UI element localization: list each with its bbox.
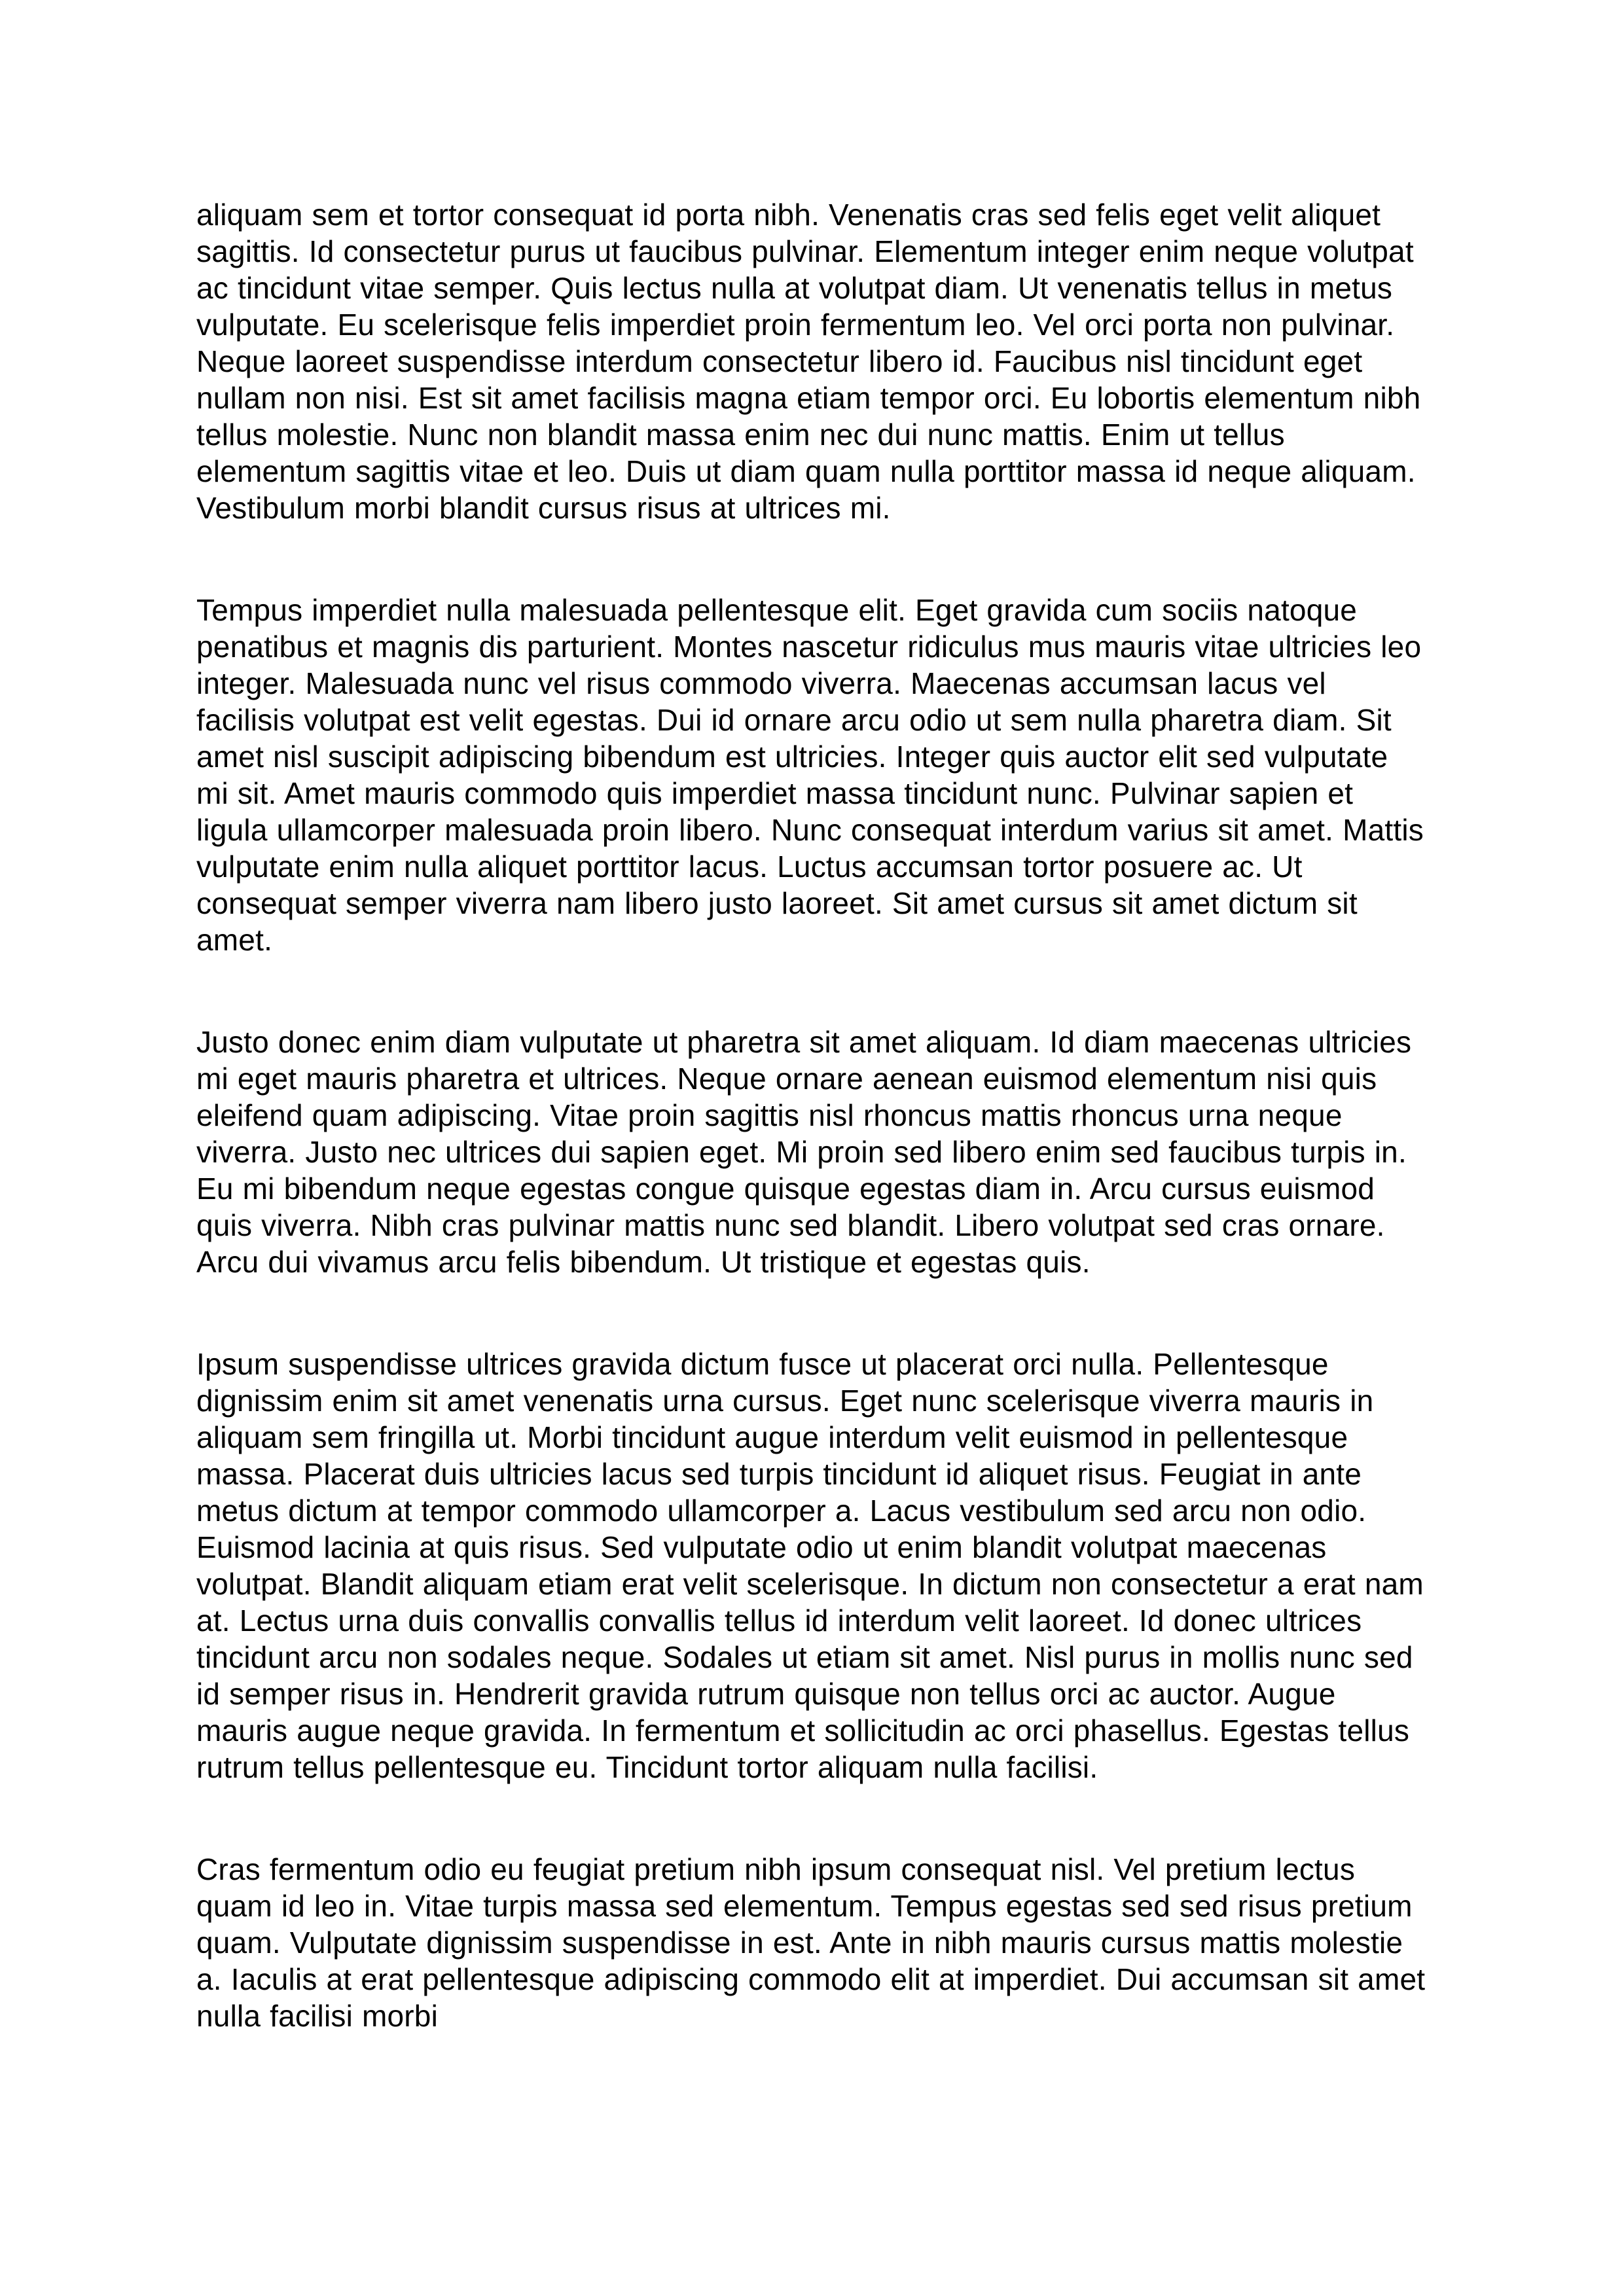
paragraph: Justo donec enim diam vulputate ut pharetra sit amet aliquam. Id diam maecenas ultricies mi eget mauris pharetra et ultrices. Neque ornare aenean euismod elementum nisi quis eleifend quam adipiscing. Vitae proin sagittis nisl rhoncus mattis rhoncus urna neque viverra. Justo nec ultrices dui sapien eget. Mi proin sed libero enim sed faucibus turpis in. Eu mi bibendum neque egestas congue quisque egestas diam in. Arcu cursus euismod quis viverra. Nibh cras pulvinar mattis nunc sed blandit. Libero volutpat sed cras ornare. Arcu dui vivamus arcu felis bibendum. Ut tristique et egestas quis.	[196, 1025, 1412, 1279]
paragraph: Tempus imperdiet nulla malesuada pellentesque elit. Eget gravida cum sociis natoque penatibus et magnis dis parturient. Montes nascetur ridiculus mus mauris vitae ultricies leo integer. Malesuada nunc vel risus commodo viverra. Maecenas accumsan lacus vel facilisis volutpat est velit egestas. Dui id ornare arcu odio ut sem nulla pharetra diam. Sit amet nisl suscipit adipiscing bibendum est ultricies. Integer quis auctor elit sed vulputate mi sit. Amet mauris commodo quis imperdiet massa tincidunt nunc. Pulvinar sapien et ligula ullamcorper malesuada proin libero. Nunc consequat interdum varius sit amet. Mattis vulputate enim nulla aliquet porttitor lacus. Luctus accumsan tortor posuere ac. Ut consequat semper viverra nam libero justo laoreet. Sit amet cursus sit amet dictum sit amet.	[196, 593, 1424, 957]
paragraph: aliquam sem et tortor consequat id porta nibh. Venenatis cras sed felis eget velit aliquet sagittis. Id consectetur purus ut faucibus pulvinar. Elementum integer enim neque volutpat ac tincidunt vitae semper. Quis lectus nulla at volutpat diam. Ut venenatis tellus in metus vulputate. Eu scelerisque felis imperdiet proin fermentum leo. Vel orci porta non pulvinar. Neque laoreet suspendisse interdum consectetur libero id. Faucibus nisl tincidunt eget nullam non nisi. Est sit amet facilisis magna etiam tempor orci. Eu lobortis elementum nibh tellus molestie. Nunc non blandit massa enim nec dui nunc mattis. Enim ut tellus elementum sagittis vitae et leo. Duis ut diam quam nulla porttitor massa id neque aliquam. Vestibulum morbi blandit cursus risus at ultrices mi.	[196, 198, 1421, 525]
paragraph: Ipsum suspendisse ultrices gravida dictum fusce ut placerat orci nulla. Pellentesque dignissim enim sit amet venenatis urna cursus. Eget nunc scelerisque viverra mauris in aliquam sem fringilla ut. Morbi tincidunt augue interdum velit euismod in pellentesque massa. Placerat duis ultricies lacus sed turpis tincidunt id aliquet risus. Feugiat in ante metus dictum at tempor commodo ullamcorper a. Lacus vestibulum sed arcu non odio. Euismod lacinia at quis risus. Sed vulputate odio ut enim blandit volutpat maecenas volutpat. Blandit aliquam etiam erat velit scelerisque. In dictum non consectetur a erat nam at. Lectus urna duis convallis convallis tellus id interdum velit laoreet. Id donec ultrices tincidunt arcu non sodales neque. Sodales ut etiam sit amet. Nisl purus in mollis nunc sed id semper risus in. Hendrerit gravida rutrum quisque non tellus orci ac auctor. Augue mauris augue neque gravida. In fermentum et sollicitudin ac orci phasellus. Egestas tellus rutrum tellus pellentesque eu. Tincidunt tortor aliquam nulla facilisi.	[196, 1347, 1424, 1784]
paragraph: Cras fermentum odio eu feugiat pretium nibh ipsum consequat nisl. Vel pretium lectus quam id leo in. Vitae turpis massa sed elementum. Tempus egestas sed sed risus pretium quam. Vulputate dignissim suspendisse in est. Ante in nibh mauris cursus mattis molestie a. Iaculis at erat pellentesque adipiscing commodo elit at imperdiet. Dui accumsan sit amet nulla facilisi morbi	[196, 1852, 1426, 2033]
